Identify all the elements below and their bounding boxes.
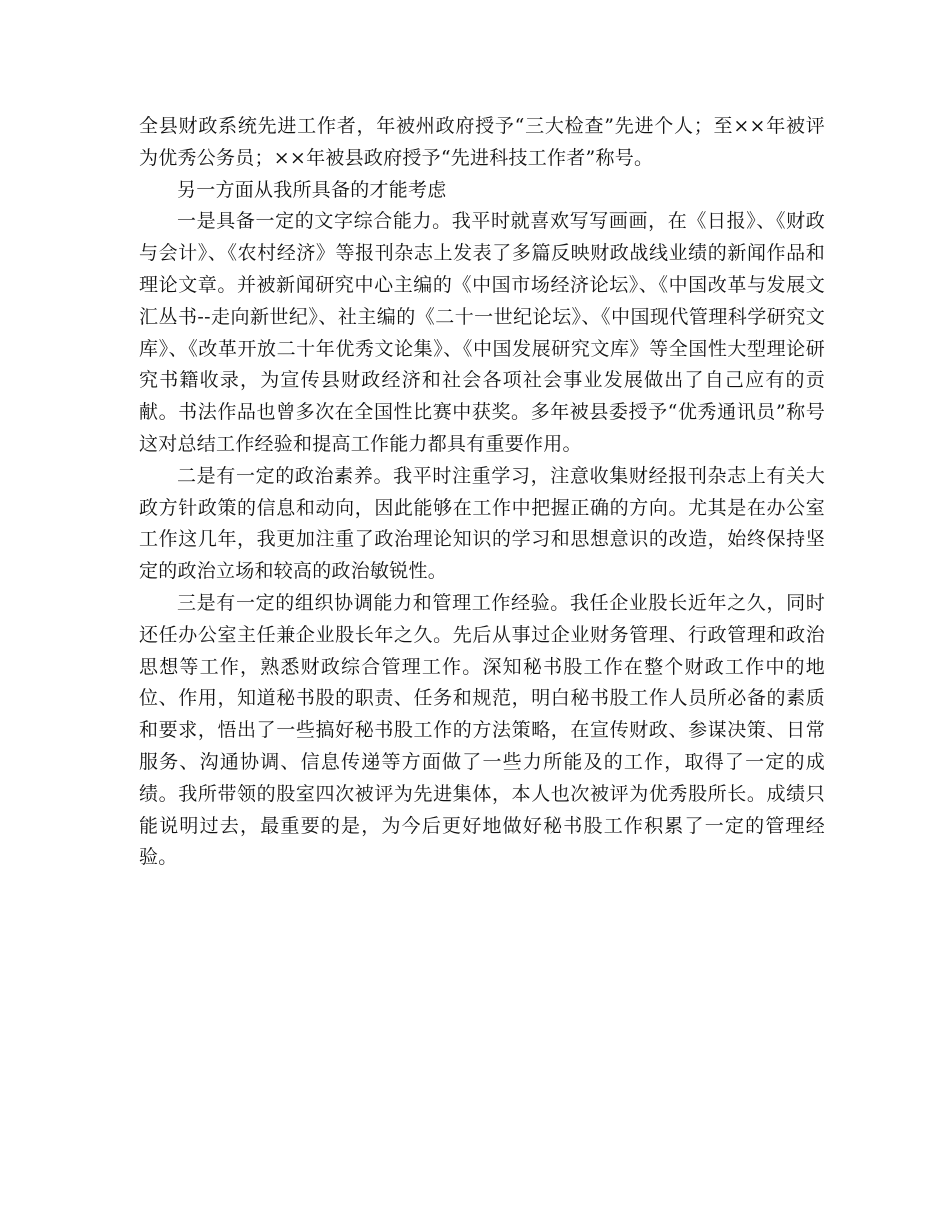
document-body <box>139 111 825 874</box>
paragraph-management-experience: 三是有一定的组织协调能力和管理工作经验。我任企业股长近年之久，同时还任办公室主任兼企业股长年之久。先后从事过企业财务管理、行政管理和政治思想等工作，熟悉财政综合管理工作。深知秘书股工作在整个财政工作中的地位、作用，知道秘书股的职责、任务和规范，明白秘书股工作人员所必备的素质和要求，悟出了一些搞好秘书股工作的方法策略，在宣传财政、参谋决策、日常服务、沟通协调、信息传递等方面做了一些力所能及的工作，取得了一定的成绩。我所带领的股室四次被评为先进集体，本人也次被评为优秀股所长。成绩只能说明过去，最重要的是，为今后更好地做好秘书股工作积累了一定的管理经验。 <box>139 591 825 869</box>
paragraph-talent-intro: 另一方面从我所具备的才能考虑 <box>177 178 447 201</box>
paragraph-writing-ability: 一是具备一定的文字综合能力。我平时就喜欢写写画画，在《日报》、《财政与会计》、《农村经济》等报刊杂志上发表了多篇反映财政战线业绩的新闻作品和理论文章。并被新闻研究中心主编的《中国市场经济论坛》、《中国改革与发展文汇丛书--走向新世纪》、社主编的《二十一世纪论坛》、《中国现代管理科学研究文库》、《改革开放二十年优秀文论集》、《中国发展研究文库》等全国性大型理论研究书籍收录，为宣传县财政经济和社会各项社会事业发展做出了自己应有的贡献。书法作品也曾多次在全国性比赛中获奖。多年被县委授予“优秀通讯员”称号这对总结工作经验和提高工作能力都具有重要作用。 <box>139 210 825 455</box>
paragraph-continuation: 全县财政系统先进工作者，年被州政府授予“三大检查”先进个人；至××年被评为优秀公务员；××年被县政府授予“先进科技工作者”称号。 <box>139 115 825 169</box>
paragraph-political-quality: 二是有一定的政治素养。我平时注重学习，注意收集财经报刊杂志上有关大政方针政策的信息和动向，因此能够在工作中把握正确的方向。尤其是在办公室工作这几年，我更加注重了政治理论知识的学习和思想意识的改造，始终保持坚定的政治立场和较高的政治敏锐性。 <box>139 464 825 583</box>
